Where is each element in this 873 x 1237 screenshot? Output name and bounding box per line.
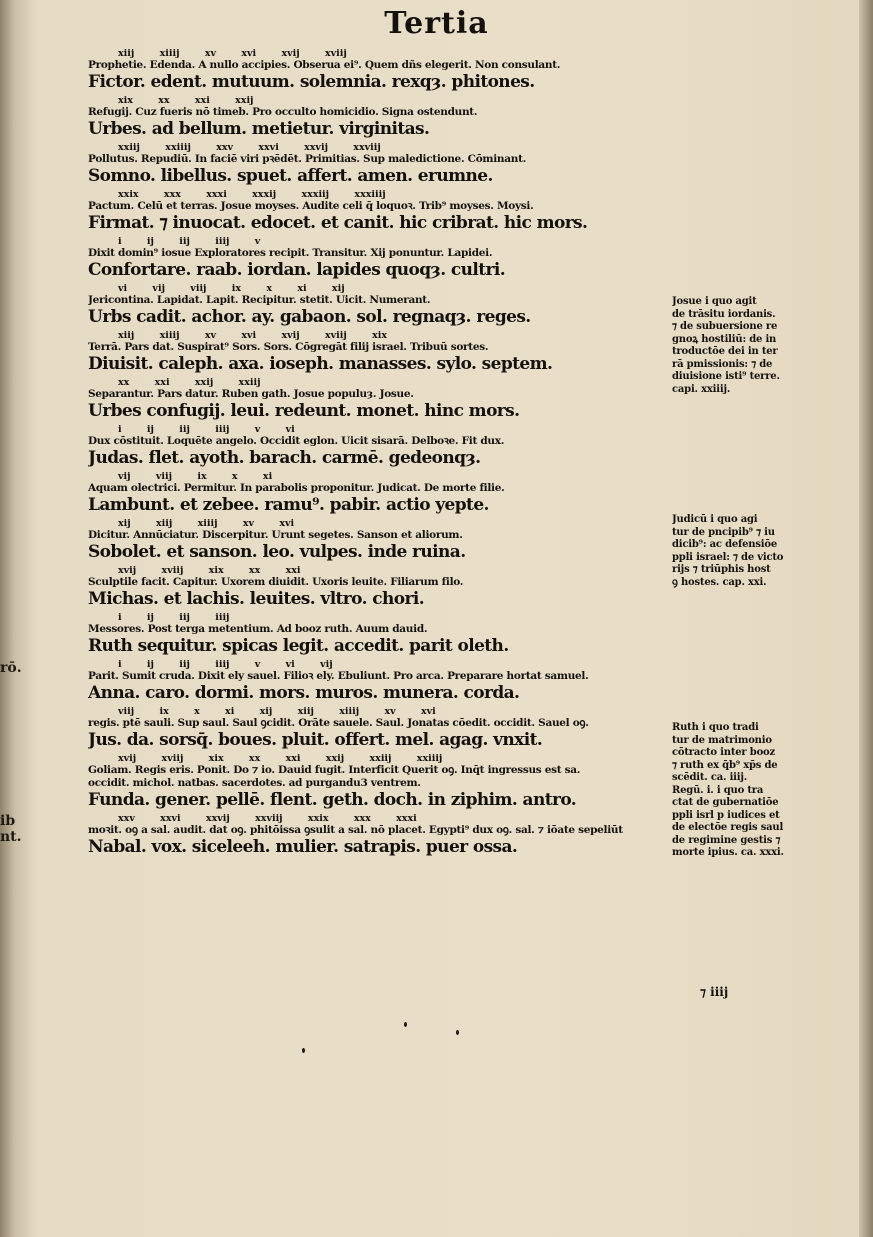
verse-entry — [88, 518, 660, 563]
gutter-fragment: rō. — [0, 660, 22, 676]
chapter-numerals: xvij xviij xix xx xxi xxij xxiij xxiiij — [118, 753, 443, 764]
margin-note-ruth-regum — [672, 722, 810, 860]
verse-entry — [88, 236, 660, 281]
summary-line: Prophetie. Edenda. A nullo accipies. Obserua ei⁹. Quem dñs elegerit. Non consulant. — [88, 59, 561, 71]
note-line: Josue i quo agit — [672, 296, 757, 307]
summary-line: Terrā. Pars dat. Suspirat⁹ Sors. Sors. Cōgregāt filij israel. Tribuū sortes. — [88, 341, 489, 353]
summary-line: Dux cōstituit. Loquēte angelo. Occidit eglon. Uicit sisarā. Delboꝛe. Fit dux. — [88, 435, 505, 447]
mnemonic-verse: Urbes confugij. leui. redeunt. monet. hinc mors. — [88, 401, 520, 421]
verse-entry — [88, 189, 660, 234]
mnemonic-verse: Michas. et lachis. leuites. vltro. chori. — [88, 589, 425, 609]
mnemonic-verse: Funda. gener. pellē. flent. geth. doch. in ziphim. antro. — [88, 790, 577, 810]
verse-entry — [88, 659, 660, 704]
mnemonic-verse: Jus. da. sorsq̄. boues. pluit. offert. mel. agag. vnxit. — [88, 730, 543, 750]
note-line: morte ipius. ca. xxxi. — [672, 847, 784, 858]
chapter-numerals: vij viij ix x xi — [118, 471, 273, 482]
note-line: ⁊ ruth ex q̄b⁹ xp̄s de — [672, 759, 778, 771]
verse-column — [88, 48, 660, 860]
mnemonic-verse: Fictor. edent. mutuum. solemnia. rexqȝ. phitones. — [88, 72, 535, 92]
note-line: Ruth i quo tradi — [672, 722, 759, 733]
chapter-numerals: xxiij xxiiij xxv xxvi xxvij xxviij — [118, 142, 381, 153]
verse-entry — [88, 471, 660, 516]
mnemonic-verse: Urbs cadit. achor. ay. gabaon. sol. regnaqȝ. reges. — [88, 307, 531, 327]
note-line: diuisione isti⁹ terre. — [672, 371, 780, 382]
note-line: scēdit. ca. iiij. — [672, 772, 748, 783]
summary-line: Refugij. Cuz fueris nō timeb. Pro occulto homicidio. Signa ostendunt. — [88, 106, 478, 118]
chapter-numerals: xij xiij xiiij xv xvi — [118, 518, 295, 529]
page-edge — [859, 0, 873, 1237]
chapter-numerals: xvij xviij xix xx xxi — [118, 565, 301, 576]
mnemonic-verse: Ruth sequitur. spicas legit. accedit. parit oleth. — [88, 636, 509, 656]
note-line: cōtracto inter booz — [672, 747, 775, 758]
mnemonic-verse: Firmat. ⁊ inuocat. edocet. et canit. hic cribrat. hic mors. — [88, 213, 588, 233]
running-header: Tertia — [384, 6, 489, 41]
note-line: de regimine gestis ⁊ — [672, 834, 781, 846]
note-line: ppli israel: ⁊ de victo — [672, 551, 784, 563]
mnemonic-verse: Anna. caro. dormi. mors. muros. munera. corda. — [88, 683, 520, 703]
gutter-fragment: nt. — [0, 829, 22, 845]
chapter-numerals: xiij xiiij xv xvi xvij xviij xix — [118, 330, 388, 341]
note-line: ppli isrl p iudices et — [672, 809, 780, 821]
summary-line: Pollutus. Repudiū. In faciē viri pꝛēdēt. Primitias. Sup maledictione. Cōminant. — [88, 153, 526, 165]
verse-entry — [88, 330, 660, 375]
summary-line: Goliam. Regis eris. Ponit. Do ⁊ io. Dauid fugit. Interficit Querit oꝯ. Inq̄t ingressus est sa. — [88, 764, 581, 776]
summary-line: regis. ptē sauli. Sup saul. Saul ꝯcidit. Orāte sauele. Saul. Jonatas cōedit. occidit. Sauel oꝯ. — [88, 717, 589, 729]
mnemonic-verse: Lambunt. et zebee. ramu⁹. pabir. actio yepte. — [88, 495, 489, 515]
mnemonic-verse: Confortare. raab. iordan. lapides quoqȝ. cultri. — [88, 260, 506, 280]
chapter-numerals: xiij xiiij xv xvi xvij xviij — [118, 48, 347, 59]
note-line: dicib⁹: ac defensiōe — [672, 539, 778, 550]
summary-line: Separantur. Pars datur. Ruben gath. Josue populuȝ. Josue. — [88, 388, 414, 400]
chapter-numerals: i ij iij iiij v — [118, 236, 261, 247]
gutter-edge — [0, 0, 38, 1237]
verse-entry — [88, 706, 660, 751]
margin-note-josue — [672, 296, 810, 396]
mnemonic-verse: Somno. libellus. spuet. affert. amen. erumne. — [88, 166, 493, 186]
mnemonic-verse: Urbes. ad bellum. metietur. virginitas. — [88, 119, 430, 139]
verse-entry — [88, 283, 660, 328]
ink-speck — [404, 1022, 407, 1027]
note-line: de electōe regis saul — [672, 822, 784, 833]
ink-speck — [302, 1048, 305, 1053]
verse-entry — [88, 424, 660, 469]
note-line: Regū. i. i quo tra — [672, 784, 764, 796]
verse-entry — [88, 753, 660, 811]
chapter-numerals: xxix xxx xxxi xxxij xxxiij xxxiiij — [118, 189, 386, 200]
chapter-numerals: i ij iij iiij v vi — [118, 424, 295, 435]
summary-line: Dixit domin⁹ iosue Exploratores recipit. Transitur. Xij ponuntur. Lapidei. — [88, 247, 493, 259]
chapter-numerals: i ij iij iiij — [118, 612, 230, 623]
margin-note-judicum — [672, 514, 810, 589]
verse-entry — [88, 48, 660, 93]
note-line: tur de pncipib⁹ ⁊ iu — [672, 526, 775, 538]
summary-line: occidit. michol. natbas. sacerdotes. ad purgandu3 ventrem. — [88, 777, 421, 789]
note-line: capi. xxiiij. — [672, 383, 731, 395]
summary-line: Aquam olectrici. Permitur. In parabolis proponitur. Judicat. De morte filie. — [88, 482, 505, 494]
note-line: ctat de gubernatiōe — [672, 797, 779, 808]
gutter-fragment: ib — [0, 813, 16, 829]
summary-line: Pactum. Celū et terras. Josue moyses. Audite celi q̄ loquoꝛ. Trib⁹ moyses. Moysi. — [88, 200, 534, 212]
chapter-numerals: xix xx xxi xxij — [118, 95, 254, 106]
mnemonic-verse: Nabal. vox. siceleeh. mulier. satrapis. puer ossa. — [88, 837, 518, 857]
verse-entry — [88, 377, 660, 422]
note-line: de trāsitu iordanis. — [672, 308, 776, 320]
note-line: rijs ⁊ triūphis host — [672, 564, 771, 575]
note-line: ⁊ de subuersione re — [672, 321, 778, 332]
mnemonic-verse: Diuisit. caleph. axa. ioseph. manasses. sylo. septem. — [88, 354, 553, 374]
note-line: rā pmissionis: ⁊ de — [672, 358, 773, 370]
mnemonic-verse: Sobolet. et sanson. leo. vulpes. inde ruina. — [88, 542, 466, 562]
summary-line: moꝛit. oꝯ a sal. audit. dat oꝯ. phitōissa ꝯsulit a sal. nō placet. Egypti⁹ dux oꝯ. sal. ⁊ iōate sepeliūt — [88, 824, 623, 836]
note-line: gnoꝝ hostiliū: de in — [672, 333, 777, 345]
summary-line: Parit. Sumit cruda. Dixit ely sauel. Filioꝛ ely. Ebuliunt. Pro arca. Preparare hortat samuel. — [88, 670, 589, 682]
verse-entry — [88, 813, 660, 858]
signature-mark: ⁊ iiij — [700, 985, 729, 999]
verse-entry — [88, 95, 660, 140]
verse-entry — [88, 565, 660, 610]
verse-entry — [88, 612, 660, 657]
summary-line: Jericontina. Lapidat. Lapit. Recipitur. stetit. Uicit. Numerant. — [88, 294, 431, 306]
ink-speck — [456, 1030, 459, 1035]
summary-line: Sculptile facit. Capitur. Uxorem diuidit. Uxoris leuite. Filiarum filo. — [88, 576, 464, 588]
chapter-numerals: viij ix x xi xij xiij xiiij xv xvi — [118, 706, 436, 717]
note-line: tur de matrimonio — [672, 734, 772, 746]
note-line: Judicū i quo agi — [672, 514, 758, 525]
verse-entry — [88, 142, 660, 187]
chapter-numerals: vi vij viij ix x xi xij — [118, 283, 345, 294]
chapter-numerals: xxv xxvi xxvij xxviij xxix xxx xxxi — [118, 813, 417, 824]
summary-line: Messores. Post terga metentium. Ad booz ruth. Auum dauid. — [88, 623, 428, 635]
summary-line: Dicitur. Annūciatur. Discerpitur. Urunt segetes. Sanson et aliorum. — [88, 529, 463, 541]
chapter-numerals: xx xxi xxij xxiij — [118, 377, 261, 388]
mnemonic-verse: Judas. flet. ayoth. barach. carmē. gedeonqȝ. — [88, 448, 481, 468]
note-line: troductōe dei in ter — [672, 346, 778, 357]
note-line: ꝯ hostes. cap. xxi. — [672, 576, 767, 588]
chapter-numerals: i ij iij iiij v vi vij — [118, 659, 333, 670]
